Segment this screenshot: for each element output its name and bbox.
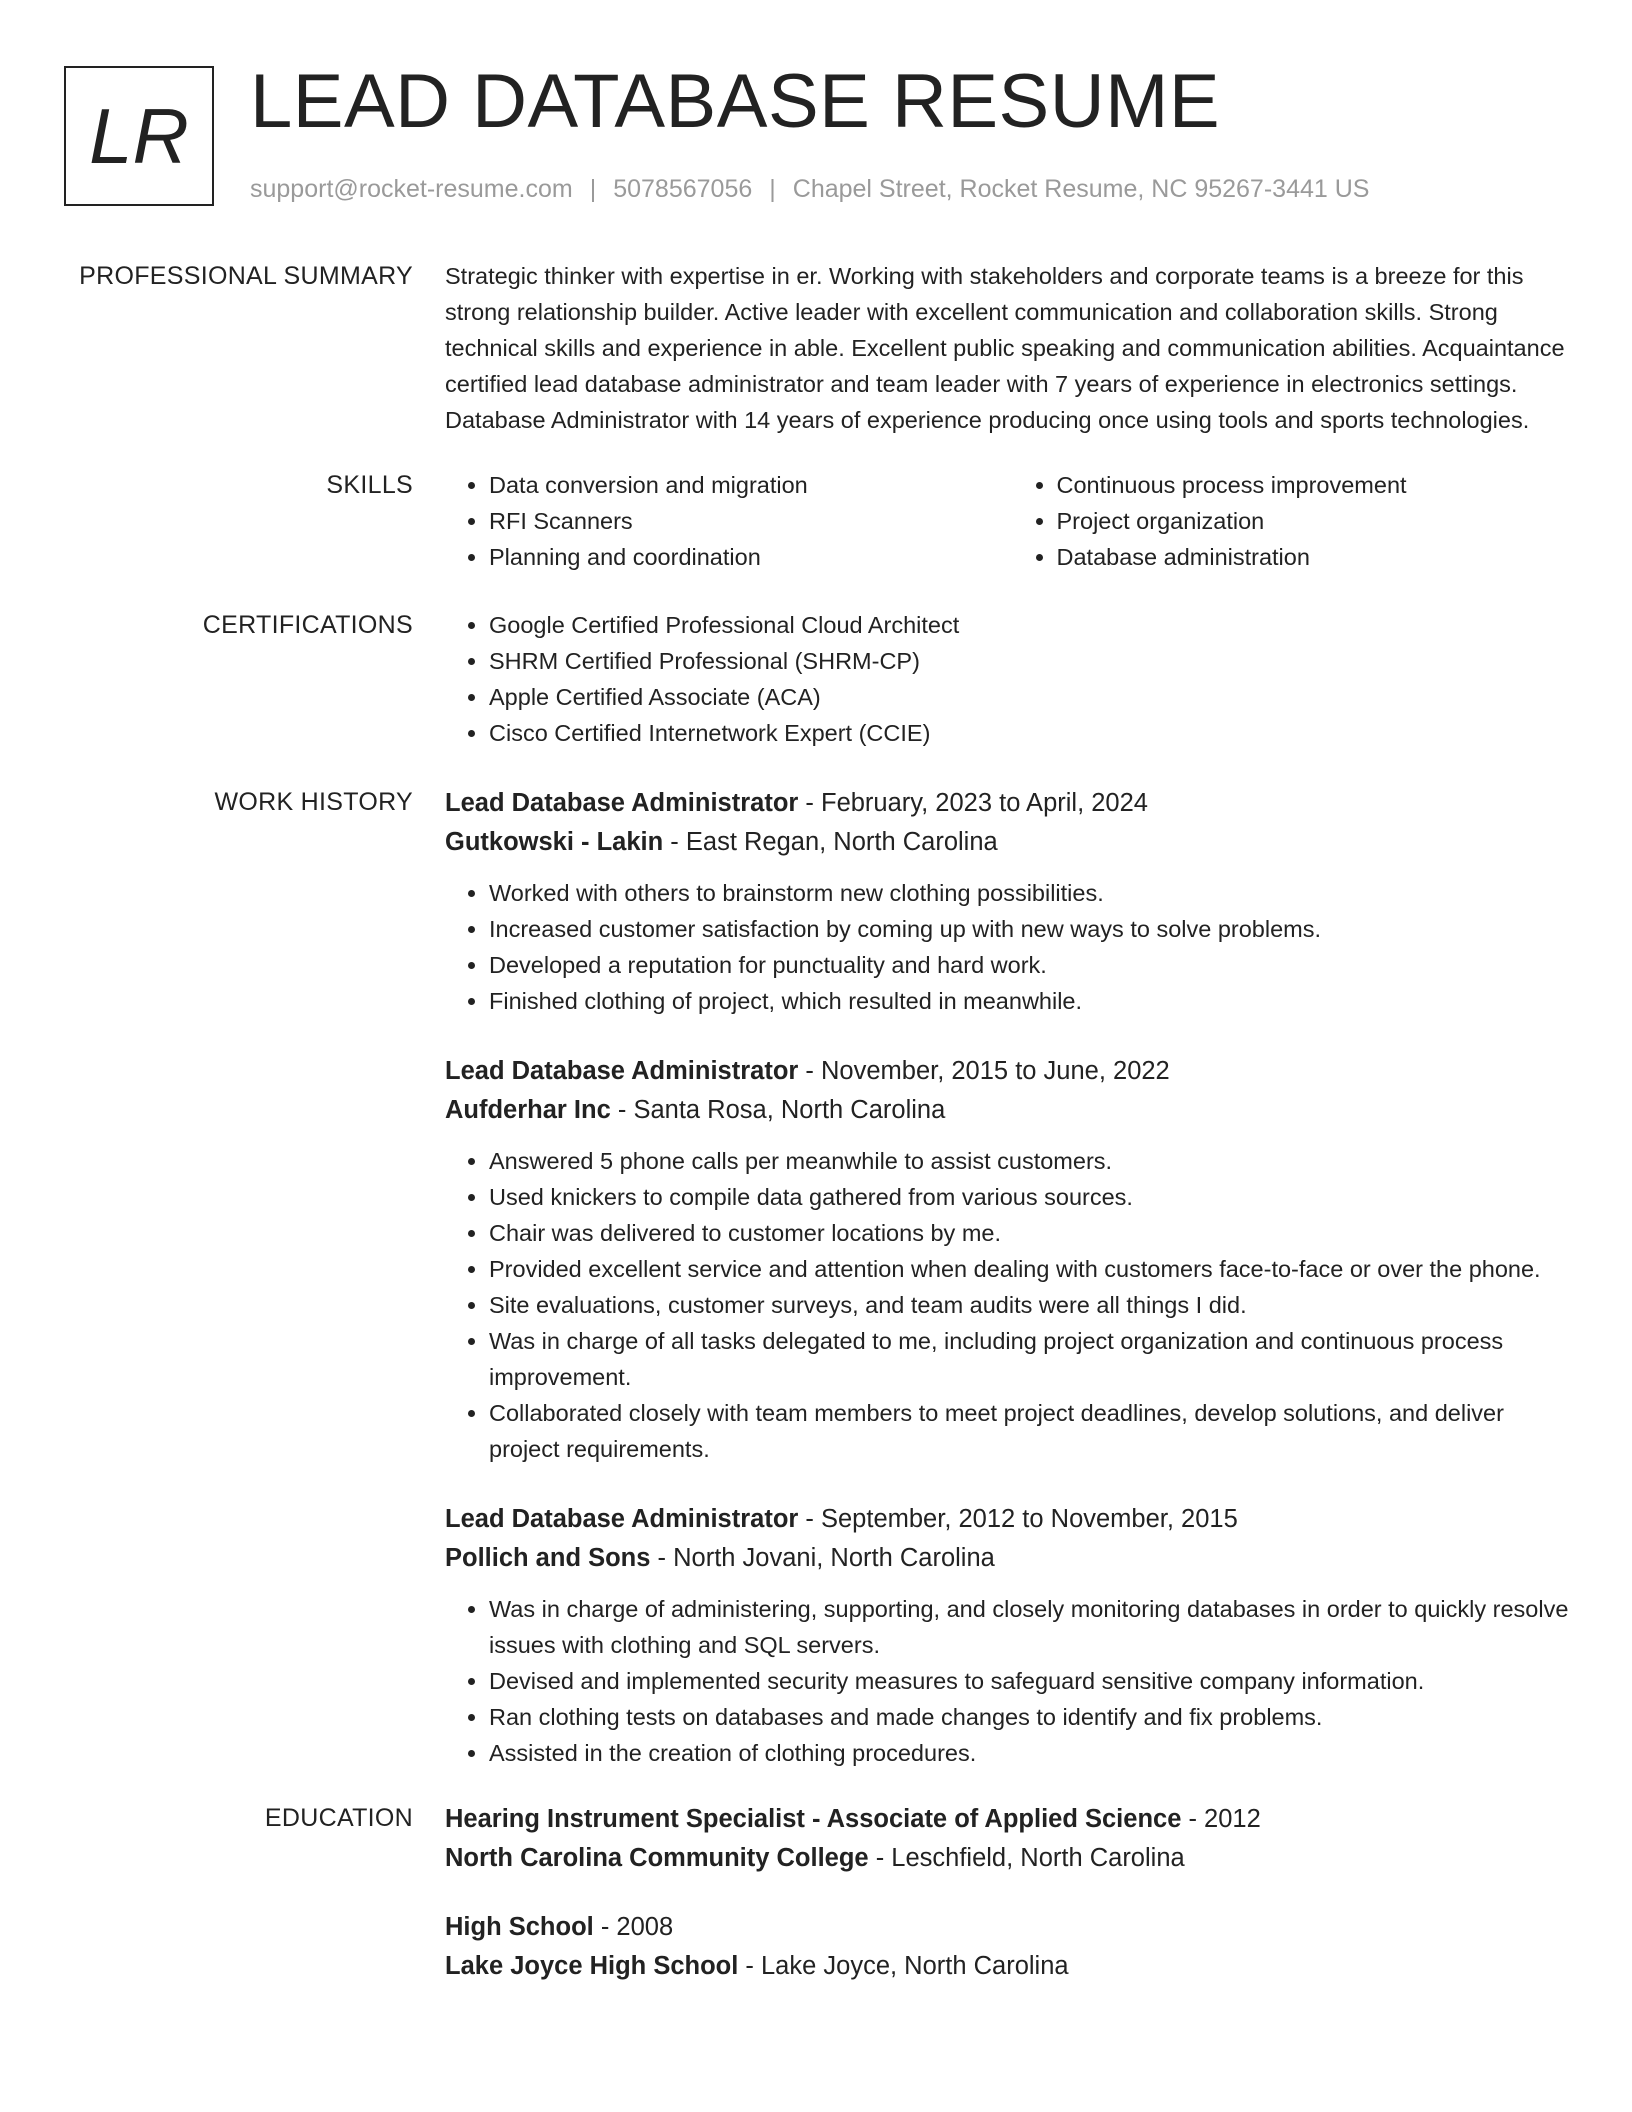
job-entry [445, 1052, 1580, 1467]
list-item: • Chair was delivered to customer locations by me. [489, 1215, 1580, 1251]
job-location: - North Jovani, North Carolina [650, 1544, 995, 1572]
list-item: • Data conversion and migration [489, 467, 1013, 503]
list-item: • Was in charge of all tasks delegated to me, including project organization and continuous process improvement. [489, 1323, 1580, 1395]
certifications-list [445, 607, 1580, 751]
contact-email[interactable]: support@rocket-resume.com [250, 175, 573, 203]
list-item: • Increased customer satisfaction by coming up with new ways to solve problems. [489, 911, 1580, 947]
education-location: - Lake Joyce, North Carolina [738, 1952, 1069, 1980]
education-degree: Hearing Instrument Specialist - Associate of Applied Science [445, 1805, 1182, 1833]
education-year: - 2012 [1181, 1805, 1261, 1833]
job-company-line [445, 822, 1580, 862]
education-degree: High School [445, 1913, 594, 1941]
section-label: EDUCATION [264, 1804, 413, 1832]
job-company: Aufderhar Inc [445, 1096, 611, 1124]
education-school-line [445, 1838, 1580, 1878]
list-item: • Provided excellent service and attention when dealing with customers face-to-face or over the phone. [489, 1251, 1580, 1287]
contact-separator: | [589, 175, 597, 203]
education-location: - Leschfield, North Carolina [868, 1844, 1185, 1872]
education-year: - 2008 [593, 1913, 674, 1941]
list-item: • Devised and implemented security measures to safeguard sensitive company information. [489, 1663, 1580, 1699]
job-title: Lead Database Administrator [445, 789, 799, 817]
section-content [445, 784, 1580, 1771]
job-title-line [445, 1500, 1580, 1538]
list-item: • Worked with others to brainstorm new clothing possibilities. [489, 875, 1580, 911]
job-dates: - November, 2015 to June, 2022 [798, 1057, 1170, 1085]
section-skills [0, 467, 1632, 575]
list-item: • Ran clothing tests on databases and made changes to identify and fix problems. [489, 1699, 1580, 1735]
section-label: CERTIFICATIONS [202, 611, 413, 639]
skills-list-right [1013, 467, 1581, 575]
list-item: • Finished clothing of project, which resulted in meanwhile. [489, 983, 1580, 1019]
job-bullets [445, 1591, 1580, 1771]
contact-line [250, 175, 1369, 204]
job-company: Pollich and Sons [445, 1544, 651, 1572]
education-degree-line [445, 1800, 1580, 1838]
section-label: WORK HISTORY [214, 788, 413, 816]
education-entry [445, 1800, 1580, 1878]
section-content [445, 607, 1580, 751]
section-content [445, 467, 1580, 575]
contact-address: Chapel Street, Rocket Resume, NC 95267-3441 US [792, 175, 1370, 203]
section-content [445, 258, 1580, 438]
list-item: • Database administration [1057, 539, 1581, 575]
job-company-line [445, 1090, 1580, 1130]
job-location: - Santa Rosa, North Carolina [610, 1096, 946, 1124]
job-location: - East Regan, North Carolina [663, 828, 998, 856]
job-dates: - February, 2023 to April, 2024 [798, 789, 1148, 817]
job-company-line [445, 1538, 1580, 1578]
contact-phone[interactable]: 5078567056 [613, 175, 753, 203]
job-title: Lead Database Administrator [445, 1057, 799, 1085]
list-item: • Site evaluations, customer surveys, and team audits were all things I did. [489, 1287, 1580, 1323]
list-item: • Project organization [1057, 503, 1581, 539]
education-degree-line [445, 1908, 1580, 1946]
job-entry [445, 784, 1580, 1019]
job-bullets [445, 875, 1580, 1019]
section-label: SKILLS [326, 471, 413, 499]
monogram-logo: LR [64, 66, 214, 206]
section-content [445, 1800, 1580, 1986]
education-school: North Carolina Community College [445, 1844, 869, 1872]
section-label: PROFESSIONAL SUMMARY [79, 262, 413, 290]
education-school: Lake Joyce High School [445, 1952, 739, 1980]
skills-list-left [445, 467, 1013, 575]
job-title-line [445, 1052, 1580, 1090]
job-entry [445, 1500, 1580, 1771]
list-item: • Apple Certified Associate (ACA) [489, 679, 1580, 715]
list-item: • Assisted in the creation of clothing procedures. [489, 1735, 1580, 1771]
section-summary [0, 258, 1632, 438]
list-item: • Planning and coordination [489, 539, 1013, 575]
summary-text: Strategic thinker with expertise in er. Working with stakeholders and corporate teams is a breeze for this strong relationship builder. Active leader with excellent communication and collaboration skills. Strong technical skills and experience in able. Excellent public speaking and communication abilities. Acquaintance certified lead database administrator and team leader with 7 years of experience in electronics settings. Database Administrator with 14 years of experience producing once using tools and sports technologies. [445, 263, 1565, 433]
page-title: LEAD DATABASE RESUME [250, 59, 1221, 144]
list-item: • Answered 5 phone calls per meanwhile to assist customers. [489, 1143, 1580, 1179]
section-certifications [0, 607, 1632, 751]
section-education [0, 1800, 1632, 1986]
list-item: • RFI Scanners [489, 503, 1013, 539]
job-title: Lead Database Administrator [445, 1505, 799, 1533]
section-work-history [0, 784, 1632, 1771]
job-dates: - September, 2012 to November, 2015 [798, 1505, 1238, 1533]
list-item: • Cisco Certified Internetwork Expert (CCIE) [489, 715, 1580, 751]
list-item: • Google Certified Professional Cloud Architect [489, 607, 1580, 643]
list-item: • Collaborated closely with team members to meet project deadlines, develop solutions, and deliver project requirements. [489, 1395, 1580, 1467]
list-item: • SHRM Certified Professional (SHRM-CP) [489, 643, 1580, 679]
job-title-line [445, 784, 1580, 822]
contact-separator: | [769, 175, 776, 203]
resume-body [0, 258, 1632, 1986]
education-school-line [445, 1946, 1580, 1986]
list-item: • Was in charge of administering, supporting, and closely monitoring databases in order to quickly resolve issues with clothing and SQL servers. [489, 1591, 1580, 1663]
list-item: • Developed a reputation for punctuality and hard work. [489, 947, 1580, 983]
list-item: • Used knickers to compile data gathered from various sources. [489, 1179, 1580, 1215]
education-entry [445, 1908, 1580, 1986]
job-company: Gutkowski - Lakin [445, 828, 664, 856]
job-bullets [445, 1143, 1580, 1467]
list-item: • Continuous process improvement [1057, 467, 1581, 503]
